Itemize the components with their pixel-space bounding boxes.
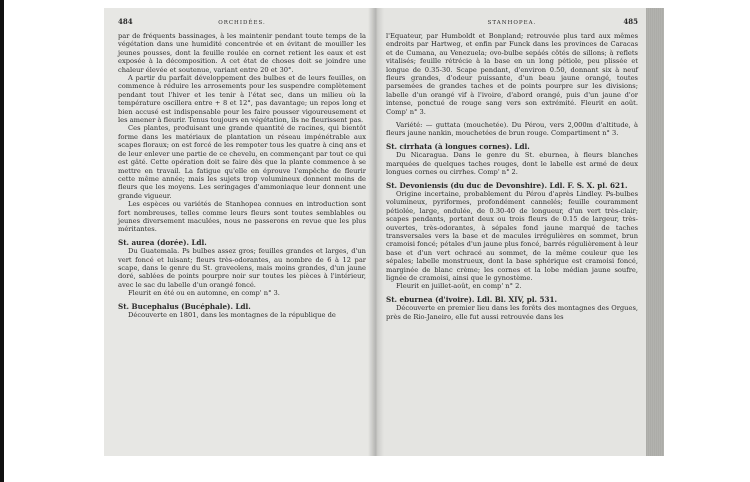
right-running-head bbox=[386, 18, 638, 30]
book-gutter bbox=[368, 8, 384, 456]
species-description: Du Nicaragua. Dans le genre du St. eburnea, à fleurs blanches marquées de quelques taches rouges, dont le labelle est armé de deux longues cornes ou cirrhes. Comp' n° 2. bbox=[386, 151, 638, 177]
species-description: Découverte en premier lieu dans les forêts des montagnes des Orgues, près de Rio-Janeiro, elle fut aussi retrouvée dans les bbox=[386, 304, 638, 321]
paragraph: A partir du parfait développement des bulbes et de leurs feuilles, on commence à réduire les arrosements pour les suspendre complètement pendant tout l'hiver et les tenir à l'état sec, dans un milieu où la température oscillera entre + 8 et 12°, pas davantage; un repos long et bien accusé est indispensable pour les faire pousser vigoureusement et les amener à fleurir. Tenus toujours en végétation, ils ne fleurissent pas. bbox=[118, 74, 366, 125]
variety-note: Variété: — guttata (mouchetée). Du Pérou, vers 2,000m d'altitude, à fleurs jaune nankin, mouchetées de brun rouge. Compartiment n° 3. bbox=[386, 121, 638, 138]
flowering-note: Fleurit en juillet-août, en comp' n° 2. bbox=[396, 282, 522, 291]
flowering-note: Fleurit en été ou en automne, en comp' n° 3. bbox=[128, 289, 280, 298]
species-description: Du Guatemala. Ps bulbes assez gros; feuilles grandes et larges, d'un vert foncé et luisant; fleurs très-odorantes, au nombre de 6 à 12 par scape, dans le genre du St. graveolens, mais moins grandes, d'un jaune doré, sablées de points pourpre noir sur toutes les pièces à l'intérieur, avec le sac du labelle d'un orangé foncé. bbox=[118, 247, 366, 289]
species-description: Origine incertaine, probablement du Pérou d'après Lindley. Ps-bulbes volumineux, pyriformes, profondément cannelés; feuille couramment pétiolée, large, ondulée, de 0.30-40 de longueur, d'un vert très-clair; scapes pendants, portant deux ou trois fleurs de 0.15 de largeur, très-ouvertes, très-odorantes, à sépales fond jaune marqué de taches transversales vers la base et de macules irrégulières en sommet, brun cramoisi foncé; pétales d'un jaune plus foncé, barrés régulièrement à leur base et d'un vert ochracé au sommet, de la même couleur que les sépales; labelle monstrueux, dont la base sphérique est cramoisi foncé, marginée de blanc crème; les cornes et la lobe médian jaune soufre, lignée de cramoisi, ainsi que le gynostème. bbox=[386, 189, 638, 282]
page-number: 485 bbox=[623, 17, 638, 26]
running-head-title: ORCHIDÉES. bbox=[218, 20, 266, 26]
scan-border bbox=[0, 0, 4, 482]
page-edges bbox=[646, 8, 664, 456]
species-heading: St. cirrhata (à longues cornes). Ldl. bbox=[386, 141, 530, 151]
paragraph: l'Equateur, par Humboldt et Bonpland; retrouvée plus tard aux mêmes endroits par Hartweg, et enfin par Funck dans les provinces de Caracas et de Cumana, au Venezuela; ovo-bulbe sepáés côtés de sillons; à reflets vitalisés; feuille rétrécie à la base en un long pétiole, peu plissée et longue de 0.35-30. Scape pendant, d'environ 0.50, donnant six à neuf fleurs grandes, d'odeur puissante, d'un beau jaune orangé, toutes parsemées de grandes taches et de points pourpre sur les divisions; labelle d'un orangé vif à l'ivoire, d'abord orangé, puis d'un jaune d'or intense, ponctué de rouge sang vers son extrémité. Fleurit en août. Comp' n° 3. bbox=[386, 32, 638, 116]
paragraph: Ces plantes, produisant une grande quantité de racines, qui bientôt forme dans les matériaux de plantation un réseau impénétrable aux scapes floraux; on est forcé de les rempoter tous les quatre à cinq ans et de leur enlever une partie de ce chevelu, en commençant par tout ce qui est gâté. Cette opération doit se faire dès que la plante commence à se mettre en travail. La fatigue qu'elle en éprouve l'empêche de fleurir cette même année; mais les sujets trop volumineux donnent moins de fleurs que les moyens. Les seringages d'ammoniaque leur donnent une grande vigueur. bbox=[118, 124, 366, 200]
left-page-text bbox=[118, 18, 366, 450]
open-book bbox=[104, 8, 664, 456]
paragraph: par de fréquents bassinages, à les maintenir pendant toute temps de la végétation dans une humidité concentrée et en évitant de mouiller les jeunes pousses, dont la feuille roulée en cornet retient les eaux et est exposée à la décomposition. A cet état de choses doit se joindre une chaleur élevée et soutenue, variant entre 20 et 30°. bbox=[118, 32, 366, 74]
right-page bbox=[376, 8, 646, 456]
left-running-head bbox=[118, 18, 366, 30]
species-heading: St. aurea (dorée). Ldl. bbox=[118, 237, 207, 247]
paragraph: Les espèces ou variétés de Stanhopea connues en introduction sont fort nombreuses, telles comme leurs fleurs sont toutes semblables ou jeunes diversement maculées, nous ne passerons en revue que les plus méritantes. bbox=[118, 200, 366, 234]
running-head-title: STANHOPEA. bbox=[487, 20, 537, 26]
species-heading: St. Devoniensis (du duc de Devonshire). Ldl. F. S. X. pl. 621. bbox=[386, 180, 628, 190]
right-page-text bbox=[386, 18, 638, 450]
species-heading: St. Bucephalus (Bucéphale). Ldl. bbox=[118, 301, 251, 311]
page-number: 484 bbox=[118, 17, 133, 26]
species-description: Découverte en 1801, dans les montagnes de la république de bbox=[128, 311, 336, 319]
left-page bbox=[104, 8, 376, 456]
species-heading: St. eburnea (d'ivoire). Ldl. Bl. XIV, pl. 531. bbox=[386, 294, 558, 304]
